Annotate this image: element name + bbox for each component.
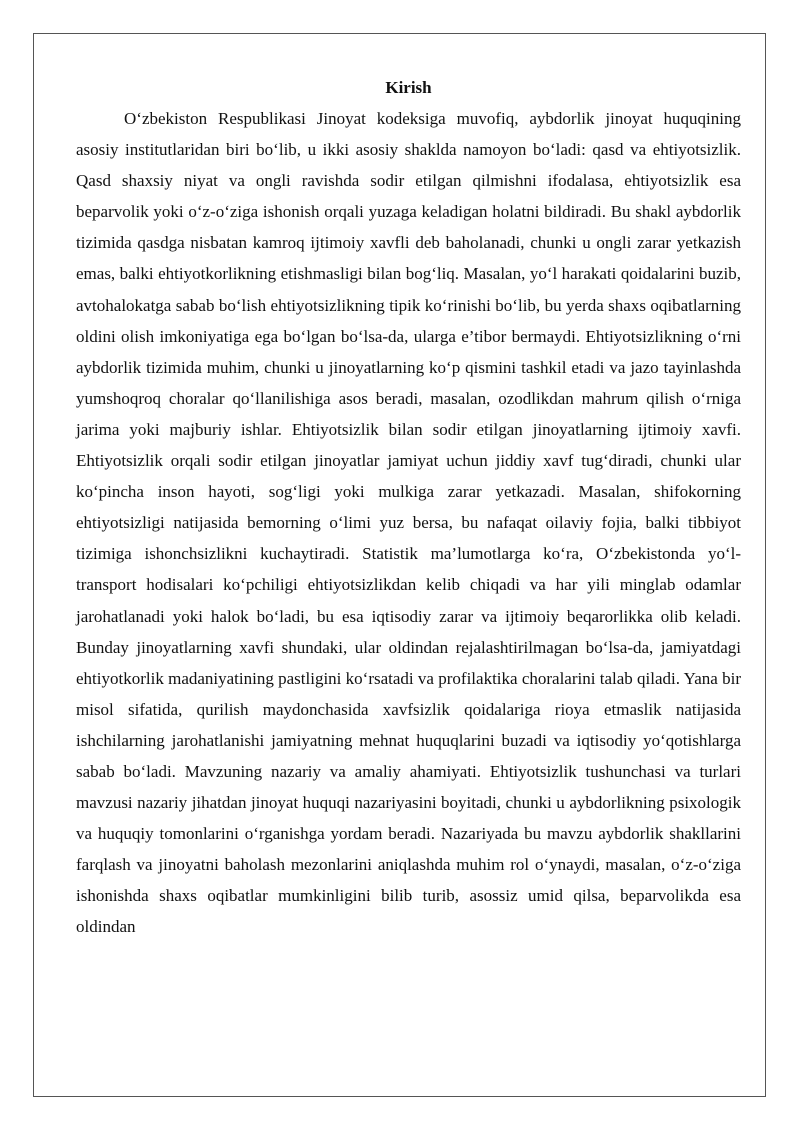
document-title: Kirish <box>385 78 432 97</box>
body-paragraph: O‘zbekiston Respublikasi Jinoyat kodeksiga muvofiq, aybdorlik jinoyat huquqining asosiy institutlaridan biri bo‘lib, u ikki asosiy shaklda namoyon bo‘ladi: qasd va ehtiyotsizlik. Qasd shaxsiy niyat va ongli ravishda sodir etilgan qilmishni ifodalasa, ehtiyotsizlik esa beparvolik yoki o‘z-o‘ziga ishonish orqali yuzaga keladigan holatni bildiradi. Bu shakl aybdorlik tizimida qasdga nisbatan kamroq ijtimoiy xavfli deb baholanadi, chunki u ongli zarar yetkazish emas, balki ehtiyotkorlikning etishmasligi bilan bog‘liq. Masalan, yo‘l harakati qoidalarini buzib, avtohalokatga sabab bo‘lish ehtiyotsizlikning tipik ko‘rinishi bo‘lib, bu yerda shaxs oqibatlarning oldini olish imkoniyatiga ega bo‘lgan bo‘lsa-da, ularga e’tibor bermaydi. Ehtiyotsizlikning o‘rni aybdorlik tizimida muhim, chunki u jinoyatlarning ko‘p qismini tashkil etadi va jazo tayinlashda yumshoqroq choralar qo‘llanilishiga asos beradi, masalan, ozodlikdan mahrum qilish o‘rniga jarima yoki majburiy ishlar. Ehtiyotsizlik bilan sodir etilgan jinoyatlarning ijtimoiy xavfi. Ehtiyotsizlik orqali sodir etilgan jinoyatlar jamiyat uchun jiddiy xavf tug‘diradi, chunki ular ko‘pincha inson hayoti, sog‘ligi yoki mulkiga zarar yetkazadi. Masalan, shifokorning ehtiyotsizligi natijasida bemorning o‘limi yuz bersa, bu nafaqat oilaviy fojia, balki tibbiyot tizimiga ishonchsizlikni kuchaytiradi. Statistik ma’lumotlarga ko‘ra, O‘zbekistonda yo‘l-transport hodisalari ko‘pchiligi ehtiyotsizlikdan kelib chiqadi va har yili minglab odamlar jarohatlanadi yoki halok bo‘ladi, bu esa iqtisodiy zarar va ijtimoiy beqarorlikka olib keladi. Bunday jinoyatlarning xavfi shundaki, ular oldindan rejalashtirilmagan bo‘lsa-da, jamiyatdagi ehtiyotkorlik madaniyatining pastligini ko‘rsatadi va profilaktika choralarini talab qiladi. Yana bir misol sifatida, qurilish maydonchasida xavfsizlik qoidalariga rioya etmaslik natijasida ishchilarning jarohatlanishi jamiyatning mehnat huquqlarini buzadi va iqtisodiy yo‘qotishlarga sabab bo‘ladi. Mavzuning nazariy va amaliy ahamiyati. Ehtiyotsizlik tushunchasi va turlari mavzusi nazariy jihatdan jinoyat huquqi nazariyasini boyitadi, chunki u aybdorlikning psixologik va huquqiy tomonlarini o‘rganishga yordam beradi. Nazariyada bu mavzu aybdorlik shakllarini farqlash va jinoyatni baholash mezonlarini aniqlashda muhim rol o‘ynaydi, masalan, o‘z-o‘ziga ishonishda shaxs oqibatlar mumkinligini bilib turib, asossiz umid qilsa, beparvolikda esa oldindan <box>76 109 741 937</box>
document-body <box>76 72 741 943</box>
